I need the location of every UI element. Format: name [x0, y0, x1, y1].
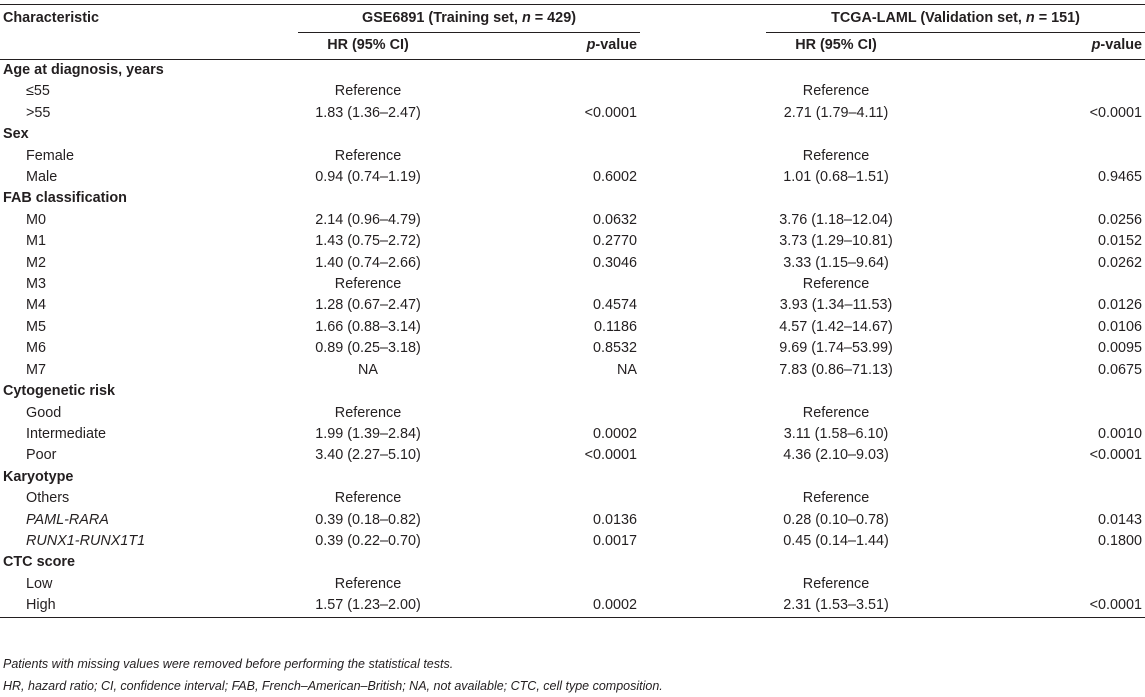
gap-cell — [640, 531, 766, 552]
hr-training-cell: 3.40 (2.27–5.10) — [315, 447, 421, 464]
row-label: M1 — [26, 233, 46, 250]
row-label: Good — [26, 404, 62, 421]
category-row — [0, 124, 1145, 145]
p-validation-cell — [906, 146, 1145, 167]
hr-validation-cell: 4.57 (1.42–14.67) — [779, 318, 893, 335]
results-table — [0, 4, 1145, 618]
table-row — [0, 317, 1145, 338]
gap-cell — [640, 103, 766, 124]
footnotes — [3, 653, 663, 697]
header-p-training — [438, 33, 640, 60]
hr-validation-cell: Reference — [802, 490, 870, 507]
empty-cell — [766, 552, 906, 573]
p-validation-cell: <0.0001 — [906, 595, 1145, 617]
gap-cell — [640, 595, 766, 617]
hr-training-cell: 1.66 (0.88–3.14) — [315, 318, 421, 335]
table-row — [0, 146, 1145, 167]
row-label: M4 — [26, 297, 46, 314]
hr-training-cell: Reference — [334, 404, 402, 421]
gap-cell — [640, 295, 766, 316]
hr-validation-cell: 2.71 (1.79–4.11) — [783, 104, 889, 121]
table-row — [0, 424, 1145, 445]
category-row — [0, 467, 1145, 488]
row-label: M5 — [26, 318, 46, 335]
header-hr-validation: HR (95% CI) — [766, 33, 906, 60]
p-validation-cell: 0.0152 — [1098, 233, 1143, 250]
gap-cell — [640, 231, 766, 252]
header-gap — [640, 5, 766, 33]
group2-title-post: = 151) — [1034, 9, 1080, 26]
row-label: Low — [26, 575, 53, 592]
empty-cell — [640, 188, 766, 209]
table-body — [0, 60, 1145, 618]
header-group-validation — [766, 5, 1145, 33]
hr-training-cell: Reference — [334, 575, 402, 592]
hr-validation-cell: 9.69 (1.74–53.99) — [779, 340, 893, 357]
row-label: M6 — [26, 340, 46, 357]
gap-cell — [640, 81, 766, 102]
hr-validation-cell: 3.33 (1.15–9.64) — [783, 254, 889, 271]
gap-cell — [640, 424, 766, 445]
category-row — [0, 188, 1145, 209]
p-training-cell: 0.4574 — [592, 297, 637, 314]
row-label: Female — [26, 147, 74, 164]
table-row — [0, 403, 1145, 424]
category-row — [0, 552, 1145, 573]
category-label: CTC score — [3, 554, 75, 571]
empty-cell — [438, 188, 640, 209]
empty-cell — [640, 124, 766, 145]
empty-cell — [438, 552, 640, 573]
empty-cell — [640, 552, 766, 573]
empty-cell — [640, 467, 766, 488]
p-training-cell: 0.1186 — [594, 318, 637, 335]
hr-training-cell: 1.57 (1.23–2.00) — [298, 595, 438, 617]
p-validation-cell: <0.0001 — [1089, 104, 1143, 121]
row-label: PAML-RARA — [26, 511, 109, 528]
group1-title-post: = 429) — [530, 9, 576, 26]
p-training-cell: 0.6002 — [592, 169, 637, 186]
table-row — [0, 103, 1145, 124]
hr-training-cell: 1.40 (0.74–2.66) — [315, 254, 421, 271]
p-validation-cell: 0.0095 — [1098, 340, 1143, 357]
gap-cell — [640, 338, 766, 359]
table-row — [0, 360, 1145, 381]
p-training-cell: 0.2770 — [592, 233, 637, 250]
footnote-2: HR, hazard ratio; CI, confidence interval; FAB, French–American–British; NA, not available; CTC, cell type composition. — [3, 679, 663, 693]
empty-cell — [906, 124, 1145, 145]
p-training-cell — [438, 81, 640, 102]
hr-validation-cell: Reference — [802, 147, 870, 164]
p-validation-cell — [906, 488, 1145, 509]
hr-training-cell: 0.39 (0.22–0.70) — [315, 532, 421, 549]
table-row — [0, 488, 1145, 509]
empty-cell — [906, 188, 1145, 209]
hr-validation-cell: 0.28 (0.10–0.78) — [783, 511, 889, 528]
table-row — [0, 574, 1145, 595]
p-validation-cell — [906, 81, 1145, 102]
hr-validation-cell: 2.31 (1.53–3.51) — [766, 595, 906, 617]
table-row — [0, 295, 1145, 316]
p-rest: -value — [1100, 37, 1143, 54]
category-label: Cytogenetic risk — [3, 383, 115, 400]
row-label: M3 — [26, 276, 46, 293]
p-training-cell: 0.0002 — [438, 595, 640, 617]
hr-validation-cell: 3.76 (1.18–12.04) — [779, 211, 893, 228]
empty-cell — [298, 188, 438, 209]
hr-validation-cell: 3.11 (1.58–6.10) — [783, 425, 889, 442]
p-validation-cell: 0.9465 — [1098, 169, 1143, 186]
p-validation-cell: <0.0001 — [1089, 447, 1143, 464]
header-blank — [0, 33, 298, 60]
p-training-cell: 0.0136 — [592, 511, 637, 528]
group1-title-n: n — [521, 9, 531, 26]
p-training-cell: <0.0001 — [584, 104, 637, 121]
p-training-cell: NA — [617, 361, 637, 378]
group2-title-n: n — [1025, 9, 1035, 26]
empty-cell — [298, 467, 438, 488]
p-validation-cell: 0.0010 — [1098, 425, 1143, 442]
row-label: Poor — [26, 447, 57, 464]
hr-training-cell: 1.83 (1.36–2.47) — [315, 104, 421, 121]
hr-training-cell: 2.14 (0.96–4.79) — [315, 211, 421, 228]
gap-cell — [640, 274, 766, 295]
table-row — [0, 531, 1145, 552]
empty-cell — [298, 60, 438, 82]
hr-validation-cell: 4.36 (2.10–9.03) — [783, 447, 889, 464]
gap-cell — [640, 510, 766, 531]
gap-cell — [640, 574, 766, 595]
p-validation-cell: 0.0262 — [1098, 254, 1143, 271]
empty-cell — [438, 467, 640, 488]
row-label: RUNX1-RUNX1T1 — [26, 532, 146, 549]
p-training-cell — [438, 488, 640, 509]
empty-cell — [640, 60, 766, 82]
gap-cell — [640, 403, 766, 424]
table-row — [0, 274, 1145, 295]
hr-training-cell: 0.94 (0.74–1.19) — [315, 169, 421, 186]
row-label: M7 — [26, 361, 46, 378]
p-validation-cell — [906, 274, 1145, 295]
empty-cell — [906, 467, 1145, 488]
p-training-cell: 0.0632 — [592, 211, 637, 228]
p-training-cell — [438, 574, 640, 595]
row-label: Intermediate — [26, 425, 106, 442]
hr-validation-cell: 3.93 (1.34–11.53) — [779, 297, 893, 314]
p-italic: p — [1091, 37, 1101, 54]
p-validation-cell: 0.0675 — [1098, 361, 1143, 378]
group1-title-pre: GSE6891 (Training set, — [362, 9, 522, 26]
gap-cell — [640, 445, 766, 466]
gap-cell — [640, 210, 766, 231]
p-rest: -value — [595, 37, 637, 54]
p-validation-cell — [906, 403, 1145, 424]
empty-cell — [438, 381, 640, 402]
footnote-1: Patients with missing values were removed before performing the statistical tests. — [3, 657, 454, 671]
hr-training-cell: Reference — [334, 276, 402, 293]
gap-cell — [640, 360, 766, 381]
row-label: ≤55 — [26, 83, 50, 100]
group2-title-pre: TCGA-LAML (Validation set, — [831, 9, 1026, 26]
hr-validation-cell: 7.83 (0.86–71.13) — [779, 361, 893, 378]
row-label: Others — [26, 490, 70, 507]
header-p-validation — [906, 33, 1145, 60]
gap-cell — [640, 253, 766, 274]
category-label: FAB classification — [3, 190, 127, 207]
hr-training-cell: Reference — [334, 83, 402, 100]
p-validation-cell: 0.1800 — [1098, 532, 1143, 549]
empty-cell — [298, 552, 438, 573]
row-label: Male — [26, 169, 58, 186]
row-label: M2 — [26, 254, 46, 271]
gap-cell — [640, 317, 766, 338]
gap-cell — [640, 167, 766, 188]
hr-training-cell: NA — [358, 361, 378, 378]
p-italic: p — [586, 37, 596, 54]
table-row — [0, 510, 1145, 531]
empty-cell — [906, 552, 1145, 573]
category-label: Age at diagnosis, years — [3, 62, 164, 78]
empty-cell — [438, 124, 640, 145]
hr-validation-cell: Reference — [802, 83, 870, 100]
category-row — [0, 60, 1145, 82]
empty-cell — [766, 124, 906, 145]
table-row — [0, 167, 1145, 188]
hr-training-cell: 0.39 (0.18–0.82) — [315, 511, 421, 528]
header-hr-training: HR (95% CI) — [298, 33, 438, 60]
p-training-cell: 0.0002 — [592, 425, 637, 442]
empty-cell — [298, 124, 438, 145]
header-group-training — [298, 5, 640, 33]
empty-cell — [298, 381, 438, 402]
empty-cell — [906, 60, 1145, 82]
empty-cell — [766, 467, 906, 488]
empty-cell — [906, 381, 1145, 402]
hr-training-cell: 1.43 (0.75–2.72) — [315, 233, 421, 250]
table-row — [0, 445, 1145, 466]
table-row — [0, 253, 1145, 274]
header-row-1 — [0, 5, 1145, 33]
gap-cell — [640, 488, 766, 509]
empty-cell — [766, 381, 906, 402]
p-training-cell — [438, 274, 640, 295]
header-row-2 — [0, 33, 1145, 60]
row-label: M0 — [26, 211, 46, 228]
category-label: Sex — [3, 126, 29, 143]
hr-training-cell: 1.28 (0.67–2.47) — [315, 297, 421, 314]
header-gap-2 — [640, 33, 766, 60]
table-row — [0, 595, 1145, 617]
gap-cell — [640, 146, 766, 167]
category-label: Karyotype — [3, 468, 74, 485]
row-label: High — [0, 595, 298, 617]
table-row — [0, 210, 1145, 231]
table-row — [0, 231, 1145, 252]
p-training-cell — [438, 146, 640, 167]
hr-validation-cell: 1.01 (0.68–1.51) — [783, 169, 889, 186]
hr-validation-cell: Reference — [802, 575, 870, 592]
p-training-cell: 0.8532 — [592, 340, 637, 357]
category-row — [0, 381, 1145, 402]
p-validation-cell — [906, 574, 1145, 595]
p-validation-cell: 0.0106 — [1098, 318, 1143, 335]
p-validation-cell: 0.0143 — [1098, 511, 1143, 528]
empty-cell — [766, 188, 906, 209]
row-label: >55 — [26, 104, 51, 121]
empty-cell — [640, 381, 766, 402]
p-training-cell — [438, 403, 640, 424]
p-validation-cell: 0.0126 — [1098, 297, 1143, 314]
p-training-cell: 0.0017 — [592, 532, 637, 549]
p-training-cell: <0.0001 — [584, 447, 637, 464]
empty-cell — [438, 60, 640, 82]
hr-validation-cell: 3.73 (1.29–10.81) — [779, 233, 893, 250]
hr-validation-cell: Reference — [802, 276, 870, 293]
p-training-cell: 0.3046 — [592, 254, 637, 271]
hr-validation-cell: Reference — [802, 404, 870, 421]
empty-cell — [766, 60, 906, 82]
p-validation-cell: 0.0256 — [1098, 211, 1143, 228]
hr-training-cell: Reference — [334, 147, 402, 164]
hr-training-cell: Reference — [334, 490, 402, 507]
hr-validation-cell: 0.45 (0.14–1.44) — [783, 532, 889, 549]
hr-training-cell: 0.89 (0.25–3.18) — [315, 340, 421, 357]
header-characteristic: Characteristic — [3, 10, 99, 27]
hr-training-cell: 1.99 (1.39–2.84) — [315, 425, 421, 442]
table-row — [0, 81, 1145, 102]
table-row — [0, 338, 1145, 359]
